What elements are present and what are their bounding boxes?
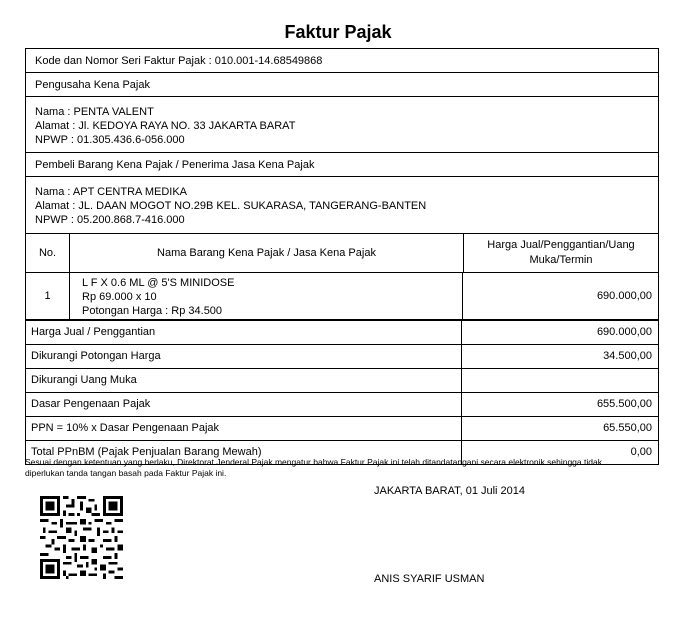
summary-value: 34.500,00 [603, 350, 652, 362]
serial-number-text: Kode dan Nomor Seri Faktur Pajak : 010.001-14.68549868 [35, 55, 323, 67]
item-discount: Potongan Harga : Rp 34.500 [82, 305, 223, 317]
summary-label: Total PPnBM (Pajak Penjualan Barang Mewah) [26, 441, 462, 464]
invoice-table [25, 48, 659, 465]
summary-row [26, 321, 658, 345]
summary-row [26, 345, 658, 369]
legal-note-line: diperlukan tanda tangan basah pada Faktur Pajak ini. [25, 468, 227, 478]
item-name: L F X 0.6 ML @ 5'S MINIDOSE [82, 277, 235, 289]
summary-value: 690.000,00 [596, 326, 652, 338]
seller-address: Alamat : Jl. KEDOYA RAYA NO. 33 JAKARTA BARAT [35, 120, 296, 132]
item-no: 1 [26, 273, 70, 319]
item-price: 690.000,00 [596, 289, 652, 302]
buyer-heading: Pembeli Barang Kena Pajak / Penerima Jasa Kena Pajak [35, 159, 315, 171]
table-row [26, 273, 658, 321]
buyer-details [26, 177, 658, 234]
summary-value: 655.500,00 [596, 398, 652, 410]
col-no-header: No. [26, 234, 70, 272]
summary-label: PPN = 10% x Dasar Pengenaan Pajak [26, 417, 462, 440]
seller-heading: Pengusaha Kena Pajak [35, 79, 150, 91]
signer-name: ANIS SYARIF USMAN [374, 573, 485, 585]
summary-label: Harga Jual / Penggantian [26, 321, 462, 344]
seller-details [26, 97, 658, 153]
document-title: Faktur Pajak [284, 22, 392, 42]
summary-row [26, 369, 658, 393]
buyer-name: Nama : APT CENTRA MEDIKA [35, 186, 188, 198]
legal-note-line: Sesuai dengan ketentuan yang berlaku, Direktorat Jenderal Pajak mengatur bahwa Faktur Pajak ini telah ditandatangani secara elektronik sehingga tidak [25, 457, 602, 467]
summary-value: 0,00 [630, 446, 652, 458]
summary-label: Dikurangi Uang Muka [26, 369, 462, 392]
col-name-header: Nama Barang Kena Pajak / Jasa Kena Pajak [70, 234, 464, 272]
legal-note [25, 457, 665, 479]
place-date: JAKARTA BARAT, 01 Juli 2014 [374, 485, 526, 497]
summary-row [26, 393, 658, 417]
summary-row [26, 417, 658, 441]
buyer-heading-row [26, 153, 658, 177]
summary-value [462, 369, 658, 392]
item-description [70, 273, 463, 319]
serial-number-row [26, 49, 658, 73]
items-header [26, 234, 658, 273]
summary-label: Dasar Pengenaan Pajak [26, 393, 462, 416]
qr-code-icon [40, 496, 123, 579]
seller-heading-row [26, 73, 658, 97]
buyer-address: Alamat : JL. DAAN MOGOT NO.29B KEL. SUKARASA, TANGERANG-BANTEN [35, 200, 427, 212]
summary-label: Dikurangi Potongan Harga [26, 345, 462, 368]
item-qty-price: Rp 69.000 x 10 [82, 291, 157, 303]
summary-value: 65.550,00 [603, 422, 652, 434]
seller-npwp: NPWP : 01.305.436.6-056.000 [35, 134, 185, 146]
buyer-npwp: NPWP : 05.200.868.7-416.000 [35, 214, 185, 226]
seller-name: Nama : PENTA VALENT [35, 106, 154, 118]
col-price-header: Harga Jual/Penggantian/Uang Muka/Termin [487, 239, 635, 266]
